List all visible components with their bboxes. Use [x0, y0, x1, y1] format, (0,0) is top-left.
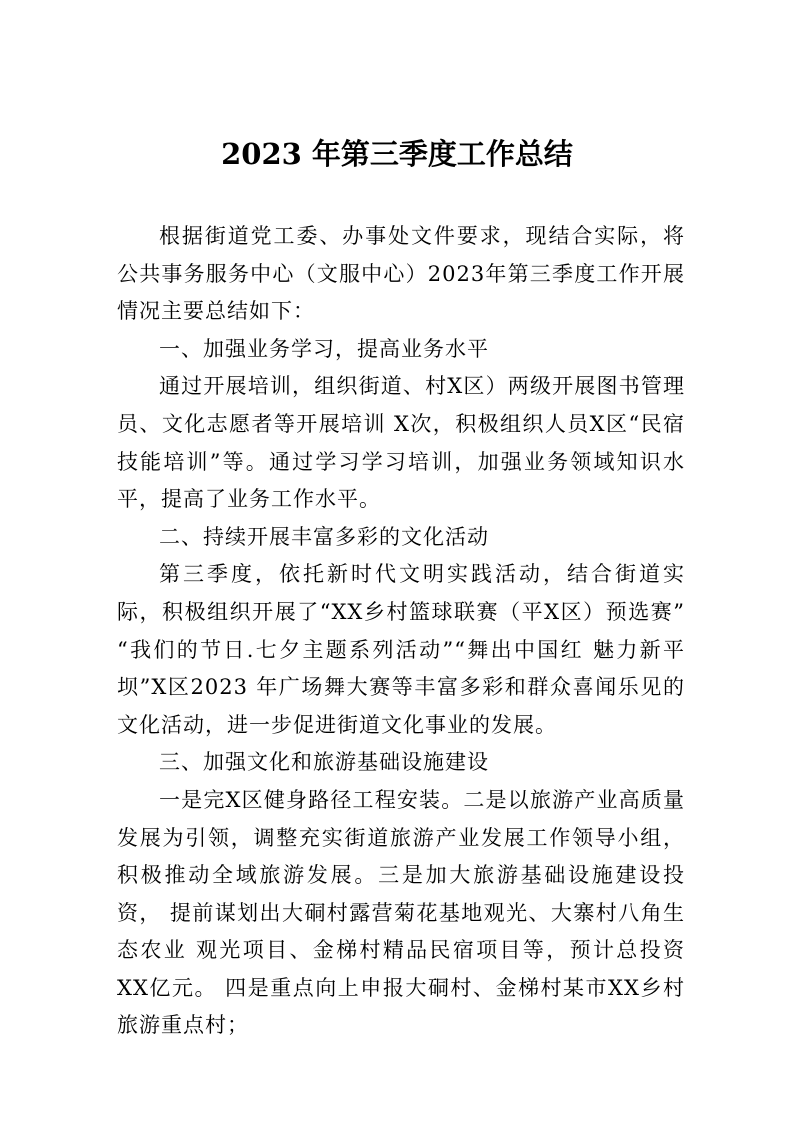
section-body-2: 第三季度，依托新时代文明实践活动，结合街道实际，积极组织开展了“XX乡村篮球联赛（平X区）预选赛” “我们的节日.七夕主题系列活动”“舞出中国红 魅力新平坝”X区2023 年广场舞大赛等丰富多彩和群众喜闻乐见的文化活动，进一步促进街道文化事业的发展。	[117, 562, 685, 737]
section-body-3: 一是完X区健身路径工程安装。二是以旅游产业高质量发展为引领，调整充实街道旅游产业发展工作领导小组， 积极推动全域旅游发展。三是加大旅游基础设施建设投资， 提前谋划出大硐村露营菊花基地观光、大寨村八角生态农业 观光项目、金梯村精品民宿项目等，预计总投资 XX亿元。 四是重点向上申报大硐村、金梯村某市XX乡村旅游重点村；	[117, 787, 685, 1038]
section-heading-3: 三、加强文化和旅游基础设施建设	[159, 750, 489, 775]
document-body	[117, 218, 685, 1045]
section-heading-1: 一、加强业务学习，提高业务水平	[159, 336, 489, 361]
section-body-1: 通过开展培训，组织街道、村X区）两级开展图书管理员、文化志愿者等开展培训 X次，积极组织人员X区“民宿技能培训”等。通过学习学习培训，加强业务领域知识水平，提高了业务工作水平。	[117, 374, 685, 512]
intro-paragraph: 根据街道党工委、办事处文件要求，现结合实际，将公共事务服务中心（文服中心）2023年第三季度工作开展情况主要总结如下：	[117, 224, 685, 324]
section-heading-2: 二、持续开展丰富多彩的文化活动	[159, 524, 489, 549]
document-title: 2023 年第三季度工作总结	[221, 137, 573, 171]
